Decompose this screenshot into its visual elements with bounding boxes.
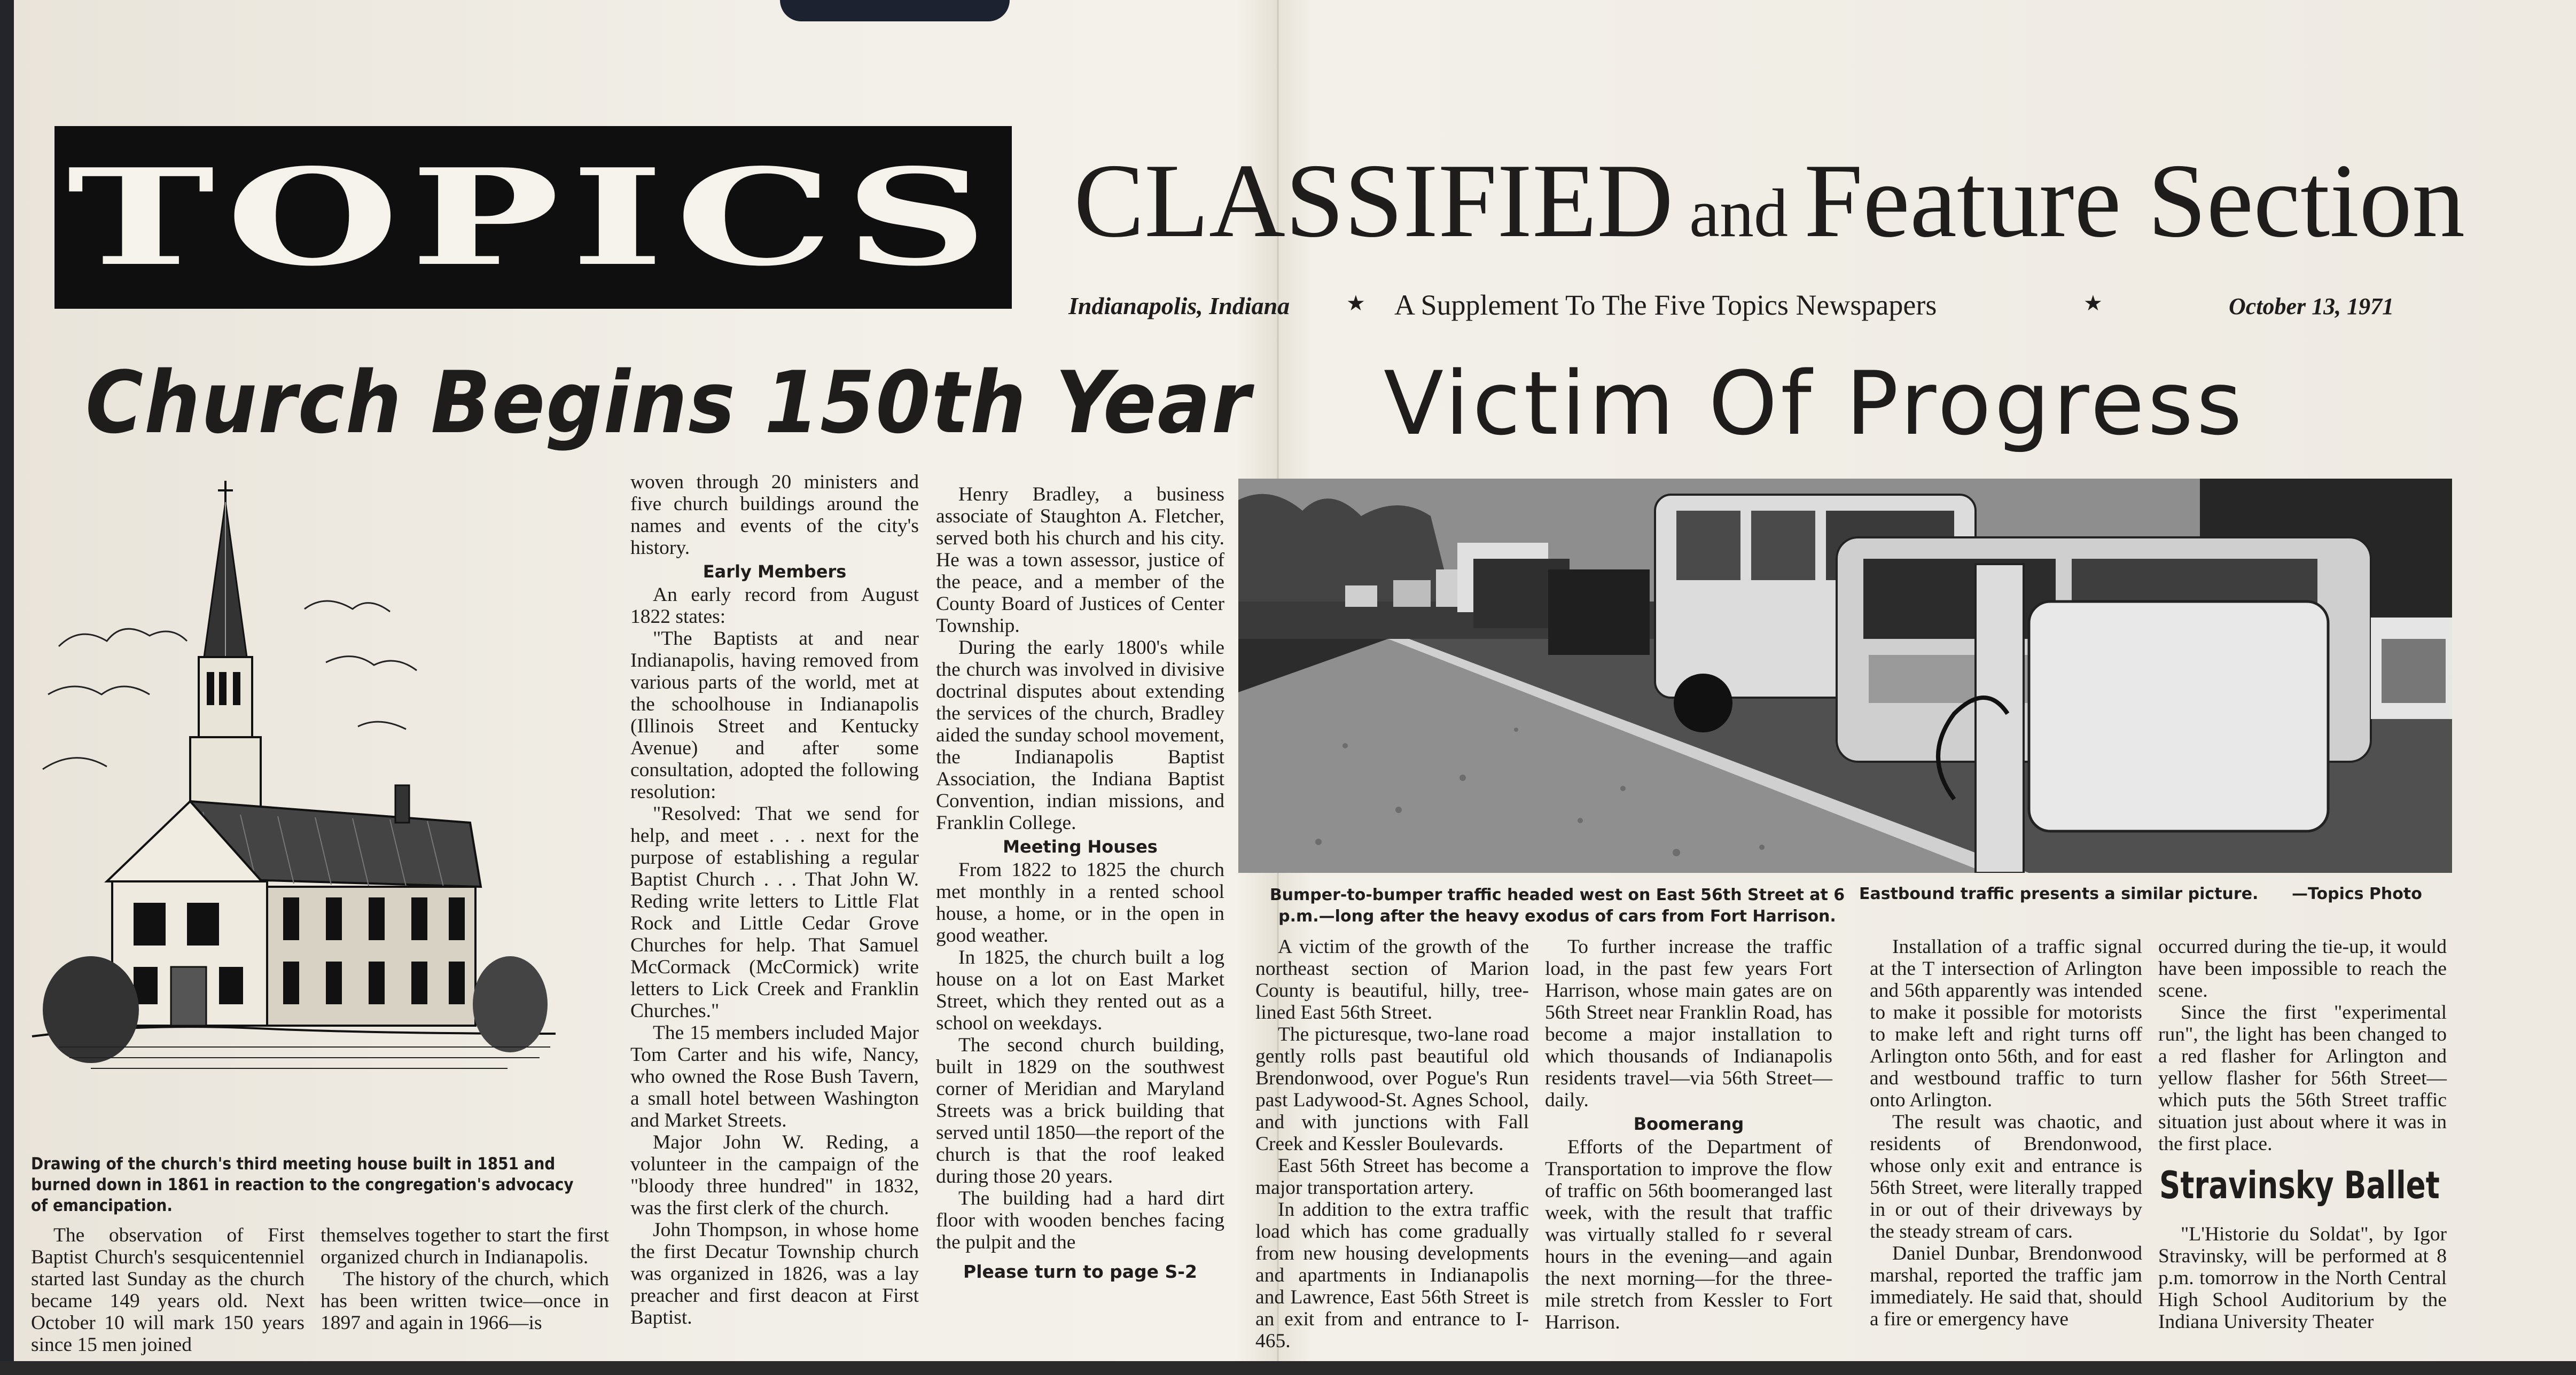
scan-edge (0, 0, 14, 1375)
subhead-boomerang: Boomerang (1633, 1114, 1744, 1134)
dateline-supplement: A Supplement To The Five Topics Newspapers (1394, 289, 1937, 321)
subhead-early-members: Early Members (702, 561, 847, 582)
progress-col-4 (2158, 936, 2447, 1155)
paragraph: themselves together to start the first organized church in Indianapolis. (321, 1224, 609, 1268)
paragraph: An early record from August 1822 states: (630, 584, 919, 628)
paragraph: The picturesque, two-lane road gently rolls past beautiful old Brendonwood, over Pogue's Run past Ladywood-St. Agnes School, and with junctions with Fall Creek and Kessler Boulevards. (1255, 1024, 1529, 1155)
turn-page-note: Please turn to page S-2 (963, 1261, 1197, 1282)
paragraph: "L'Historie du Soldat", by Igor Stravinsky, will be performed at 8 p.m. tomorrow in the North Central High School Auditorium by the Indiana University Theater (2158, 1223, 2447, 1333)
church-drawing (27, 470, 588, 1149)
paragraph: During the early 1800's while the church was involved in divisive doctrinal disputes about extending the services of the church, Bradley aided the sunday school movement, the Indianapolis Baptist Association, the Indiana Baptist Convention, indian missions, and Franklin College. (936, 637, 1224, 834)
paragraph: To further increase the traffic load, in the past few years Fort Harrison, whose main gates are on 56th Street near Franklin Road, has become a major installation to which thousands of Indianapolis residents travel—via 56th Street—daily. (1545, 936, 1832, 1111)
traffic-photo (1238, 479, 2452, 873)
progress-col-1 (1255, 936, 1529, 1352)
photo-caption-right (1859, 885, 2436, 903)
progress-col-2 (1545, 936, 1832, 1333)
paragraph: The building had a hard dirt floor with wooden benches facing the pulpit and the (936, 1188, 1224, 1253)
progress-headline: Victim Of Progress (1384, 353, 2245, 455)
paragraph: Major John W. Reding, a volunteer in the campaign of the "bloody three hundred" in 1832, was the first clerk of the church. (630, 1131, 919, 1219)
photo-credit: —Topics Photo (2292, 885, 2422, 903)
paragraph: Daniel Dunbar, Brendonwood marshal, reported the traffic jam immediately. He said that, should a fire or emergency have (1870, 1243, 2142, 1330)
section-classified: CLASSIFIED (1074, 142, 1674, 259)
subhead-meeting-houses: Meeting Houses (1003, 837, 1158, 857)
star-icon: ★ (1346, 291, 1365, 315)
church-col-3 (630, 471, 919, 1329)
section-feature: Feature Section (1804, 142, 2465, 259)
dateline-city: Indianapolis, Indiana (1068, 292, 1290, 319)
dateline-date: October 13, 1971 (2229, 293, 2394, 319)
paragraph: In addition to the extra traffic load which has come gradually from new housing developments and apartments in Indianapolis and Lawrence, East 56th Street is an exit from and entrance to I-465. (1255, 1199, 1529, 1352)
church-caption: Drawing of the church's third meeting house built in 1851 and burned down in 1861 in reaction to the congregation's advocacy of emancipation. (31, 1154, 574, 1215)
topics-masthead (54, 126, 1012, 309)
paragraph: The result was chaotic, and residents of Brendonwood, whose only exit and entrance is 56th Street, were literally trapped in or out of their driveways by the steady stream of cars. (1870, 1111, 2142, 1243)
stravinsky-text (2158, 1223, 2447, 1333)
photo-caption-left: Bumper-to-bumper traffic headed west on East 56th Street at 6 p.m.—long after the heavy exodus of cars from Fort Harrison. (1269, 886, 1845, 926)
paragraph: "Resolved: That we send for help, and meet . . . next for the purpose of establishing a regular Baptist Church . . . That John W. Reding write letters to Little Flat Rock and Little Cedar Grove Churches for help. That Samuel McCormack (McCormick) write letters to Lick Creek and Franklin Churches." (630, 803, 919, 1022)
paragraph: occurred during the tie-up, it would have been impossible to reach the scene. (2158, 936, 2447, 1002)
progress-col-3 (1870, 936, 2142, 1330)
paragraph: The history of the church, which has been written twice—once in 1897 and again in 1966—is (321, 1268, 609, 1334)
section-title (1074, 140, 2484, 261)
church-headline: Church Begins 150th Year (85, 353, 1252, 452)
paragraph: A victim of the growth of the northeast section of Marion County is beautiful, hilly, tree-lined East 56th Street. (1255, 936, 1529, 1024)
section-and: and (1689, 175, 1788, 251)
paragraph: Since the first "experimental run", the light has been changed to a red flasher for Arlington and yellow flasher for 56th Street—which puts the 56th Street traffic situation just about where it was in the first place. (2158, 1002, 2447, 1155)
scan-bottom-edge (0, 1361, 2576, 1375)
paragraph: Efforts of the Department of Transportation to improve the flow of traffic on 56th boomeranged last week, with the result that traffic was virtually stalled fo r several hours in the evening—and again the next morning—for the three-mile stretch from Kessler to Fort Harrison. (1545, 1136, 1832, 1333)
photo-caption-text: Eastbound traffic presents a similar picture. (1859, 885, 2259, 903)
stravinsky-headline: Stravinsky Ballet (2159, 1163, 2440, 1207)
star-icon: ★ (2083, 291, 2103, 315)
church-col-4 (936, 483, 1224, 1283)
paragraph: Installation of a traffic signal at the T intersection of Arlington and 56th apparently was intended to make it possible for motorists to make left and right turns off Arlington onto 56th, and for east and westbound traffic to turn onto Arlington. (1870, 936, 2142, 1111)
paragraph: John Thompson, in whose home the first Decatur Township church was organized in 1826, was a lay preacher and first deacon at First Baptist. (630, 1219, 919, 1329)
paragraph: Henry Bradley, a business associate of Staughton A. Fletcher, served both his church and his city. He was a town assessor, justice of the peace, and a member of the County Board of Justices of Center Township. (936, 483, 1224, 637)
masthead-logo: TOPICS (67, 139, 1000, 295)
paragraph: The observation of First Baptist Church's sesquicentenniel started last Sunday as the church became 149 years old. Next October 10 will mark 150 years since 15 men joined (31, 1224, 305, 1356)
church-col-2 (321, 1224, 609, 1334)
paragraph: In 1825, the church built a log house on a lot on East Market Street, which they rented out as a school on weekdays. (936, 947, 1224, 1034)
paragraph: From 1822 to 1825 the church met monthly in a rented school house, a home, or in the open in good weather. (936, 859, 1224, 947)
paragraph: "The Baptists at and near Indianapolis, having removed from various parts of the world, met at the schoolhouse in Indianapolis (Illinois Street and Kentucky Avenue) and after some consultation, adopted the following resolution: (630, 628, 919, 803)
paragraph: East 56th Street has become a major transportation artery. (1255, 1155, 1529, 1199)
paragraph: woven through 20 ministers and five church buildings around the names and events of the city's history. (630, 471, 919, 559)
paragraph: The second church building, built in 1829 on the southwest corner of Meridian and Maryland Streets was a brick building that served until 1850—the report of the church is that the roof leaked during those 20 years. (936, 1034, 1224, 1188)
scan-mark (780, 0, 1010, 21)
church-col-1 (31, 1224, 305, 1356)
dateline (1068, 288, 2436, 326)
paragraph: The 15 members included Major Tom Carter and his wife, Nancy, who owned the Rose Bush Tavern, a small hotel between Washington and Market Streets. (630, 1022, 919, 1131)
